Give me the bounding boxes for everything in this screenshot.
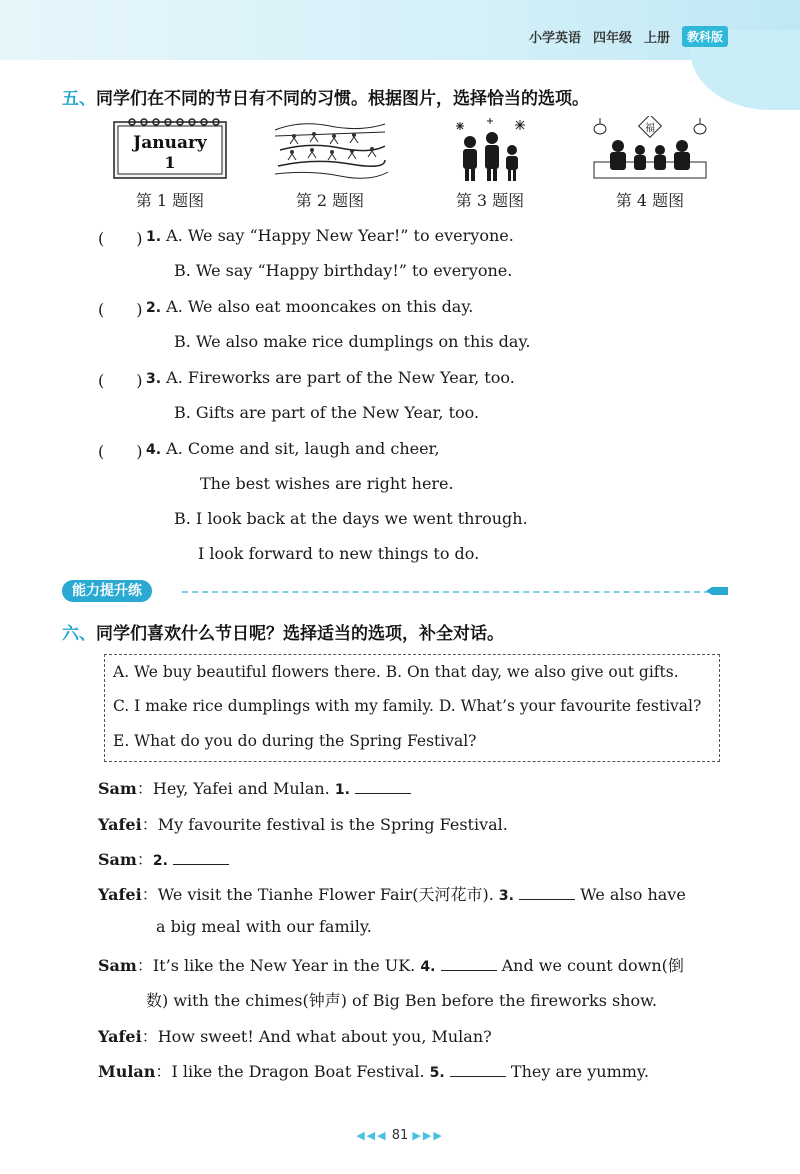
section-5-number: 五、: [62, 89, 96, 109]
blank-number: 5.: [429, 1065, 445, 1081]
options-line-2: C. I make rice dumplings with my family. D. What’s your favourite festival?: [113, 697, 702, 715]
section-6-instruction: 同学们喜欢什么节日呢？选择适当的选项，补全对话。: [96, 624, 504, 644]
dialogue-line-7: Mulan：I like the Dragon Boat Festival. 5. They are yummy.: [98, 1062, 649, 1081]
answer-blank-1[interactable]: [355, 779, 411, 794]
caption-2: 第 2 题图: [295, 191, 365, 210]
dialogue-line-5-cont: 数) with the chimes(钟声) of Big Ben before the fireworks show.: [146, 991, 658, 1010]
section-6-title: [62, 619, 504, 644]
caption-4: 第 4 题图: [615, 191, 685, 210]
answer-blank-4[interactable]: [441, 956, 497, 971]
question-2-a: 2. A. We also eat mooncakes on this day.: [146, 297, 474, 316]
question-number: 3.: [146, 371, 162, 387]
fireworks-picture: [430, 116, 550, 182]
section-6-number: 六、: [62, 624, 96, 644]
dialogue-line-3: Sam：2.: [98, 847, 229, 870]
options-line-1: A. We buy beautiful flowers there. B. On that day, we also give out gifts.: [113, 663, 679, 681]
question-4-a: 4. A. Come and sit, laugh and cheer,: [146, 439, 440, 458]
pencil-icon: [706, 584, 730, 598]
blank-number: 1.: [334, 782, 350, 798]
question-number: 1.: [146, 229, 162, 245]
question-number: 2.: [146, 300, 162, 316]
answer-blank-5[interactable]: [450, 1062, 506, 1077]
book-header: [529, 26, 728, 47]
speaker: Sam: [98, 779, 137, 798]
question-4-b-line2: I look forward to new things to do.: [198, 544, 480, 563]
blank-number: 3.: [498, 888, 514, 904]
section-5-instruction: 同学们在不同的节日有不同的习惯。根据图片，选择恰当的选项。: [96, 89, 589, 109]
dialogue-line-5: Sam：It’s like the New Year in the UK. 4. And we count down(倒: [98, 956, 684, 975]
volume-label: 上册: [643, 31, 670, 46]
question-4-b: B. I look back at the days we went through.: [174, 509, 528, 528]
subject-label: 小学英语: [528, 31, 581, 46]
speaker: Yafei: [98, 885, 142, 904]
caption-3: 第 3 题图: [455, 191, 525, 210]
options-box: [104, 654, 720, 762]
calendar-month: January: [133, 133, 207, 153]
dialogue-line-1: Sam：Hey, Yafei and Mulan. 1.: [98, 776, 411, 799]
picture-row: [110, 116, 730, 212]
caption-1: 第 1 题图: [135, 191, 205, 210]
speaker: Mulan: [98, 1062, 156, 1081]
answer-paren-3[interactable]: ( ): [98, 371, 143, 390]
question-3-b: B. Gifts are part of the New Year, too.: [174, 403, 480, 422]
page-number: 81: [391, 1128, 409, 1143]
question-2-b: B. We also make rice dumplings on this day.: [174, 332, 531, 351]
dialogue-line-4-cont: a big meal with our family.: [156, 917, 372, 936]
answer-blank-3[interactable]: [519, 885, 575, 900]
answer-paren-2[interactable]: ( ): [98, 300, 143, 319]
grade-label: 四年级: [592, 31, 632, 46]
speaker: Sam: [98, 850, 137, 869]
section-5-title: [62, 84, 589, 109]
page-footer: [0, 1128, 800, 1143]
question-3-a: 3. A. Fireworks are part of the New Year, too.: [146, 368, 515, 387]
blank-number: 4.: [420, 959, 436, 975]
fu-sign: 福: [645, 123, 655, 134]
family-lantern-picture: [590, 116, 710, 182]
question-1-b: B. We say “Happy birthday!” to everyone.: [174, 261, 513, 280]
left-arrows-icon: ◀◀◀: [356, 1129, 388, 1142]
edition-badge: 教科版: [682, 26, 728, 47]
dashed-divider: [182, 591, 710, 593]
ability-divider: [62, 580, 730, 604]
speaker: Sam: [98, 956, 137, 975]
answer-paren-1[interactable]: ( ): [98, 229, 143, 248]
answer-blank-2[interactable]: [173, 850, 229, 865]
right-arrows-icon: ▶▶▶: [412, 1129, 444, 1142]
answer-paren-4[interactable]: ( ): [98, 442, 143, 461]
dialogue-line-6: Yafei：How sweet! And what about you, Mulan?: [98, 1027, 492, 1046]
calendar-day: 1: [164, 153, 176, 172]
speaker: Yafei: [98, 815, 142, 834]
calendar-picture: [110, 116, 230, 182]
ability-label: 能力提升练: [62, 580, 152, 602]
question-1-a: 1. A. We say “Happy New Year!” to everyone.: [146, 226, 514, 245]
dragon-boat-picture: [270, 116, 390, 182]
dialogue-line-4: Yafei：We visit the Tianhe Flower Fair(天河花市). 3. We also have: [98, 885, 686, 904]
question-4-a-line2: The best wishes are right here.: [200, 474, 454, 493]
dialogue-line-2: Yafei：My favourite festival is the Spring Festival.: [98, 815, 508, 834]
speaker: Yafei: [98, 1027, 142, 1046]
blank-number: 2.: [152, 853, 168, 869]
options-line-3: E. What do you do during the Spring Festival?: [113, 732, 477, 750]
question-number: 4.: [146, 442, 162, 458]
